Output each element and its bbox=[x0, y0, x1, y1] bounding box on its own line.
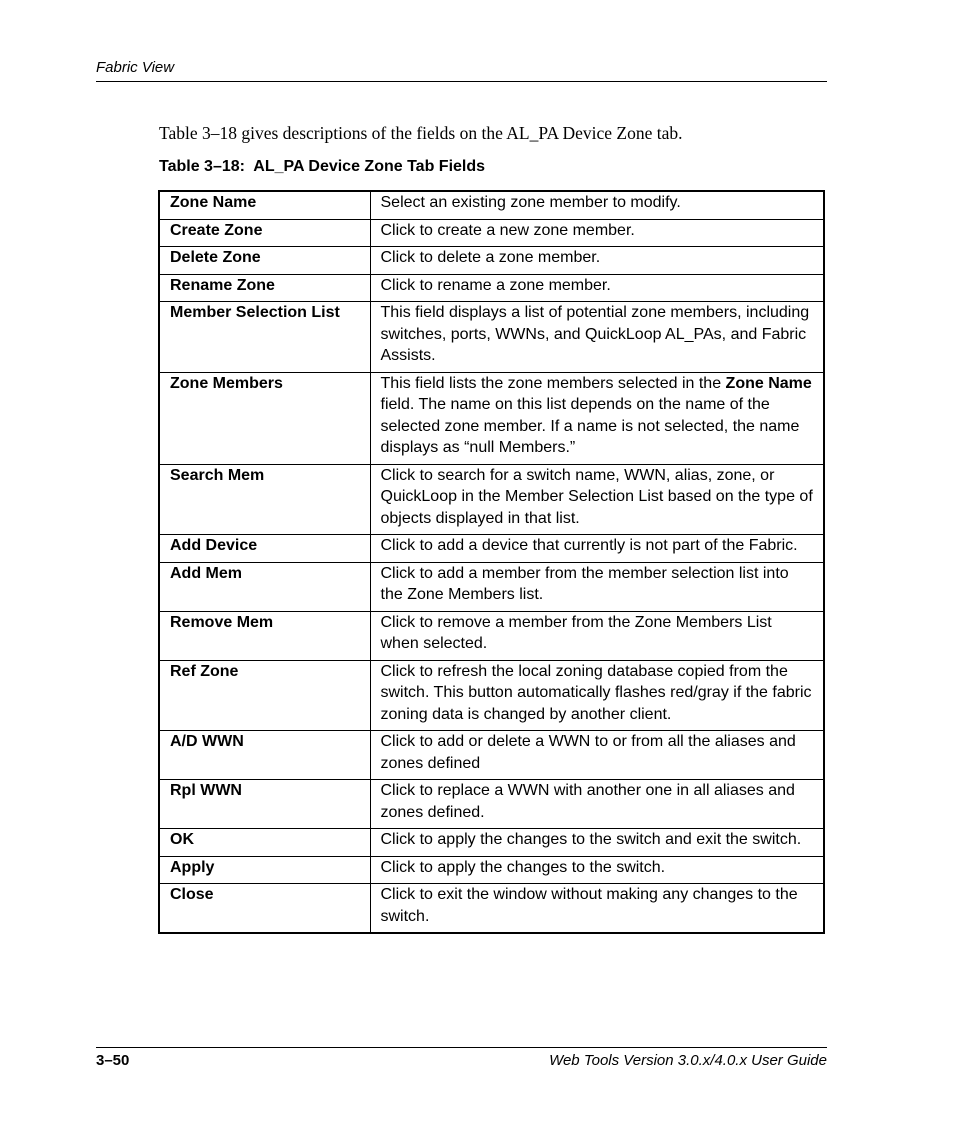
table-row bbox=[159, 302, 824, 373]
table-row bbox=[159, 829, 824, 857]
table-row bbox=[159, 731, 824, 780]
field-description-cell bbox=[370, 274, 824, 302]
description-text: Click to create a new zone member. bbox=[380, 221, 635, 239]
fields-table-body bbox=[159, 191, 824, 933]
field-name-cell: Rpl WWN bbox=[159, 780, 370, 829]
field-name-cell: Create Zone bbox=[159, 219, 370, 247]
field-name-cell: Rename Zone bbox=[159, 274, 370, 302]
field-name-cell: Zone Members bbox=[159, 372, 370, 464]
field-description-cell bbox=[370, 611, 824, 660]
table-row bbox=[159, 372, 824, 464]
field-description-cell bbox=[370, 856, 824, 884]
field-description-cell bbox=[370, 731, 824, 780]
page-number: 3–50 bbox=[96, 1052, 130, 1069]
field-name-cell: Search Mem bbox=[159, 464, 370, 535]
table-row bbox=[159, 535, 824, 563]
description-text: Click to apply the changes to the switch. bbox=[380, 858, 666, 876]
field-description-cell bbox=[370, 884, 824, 934]
bold-term: Zone Name bbox=[725, 374, 812, 392]
field-description-cell bbox=[370, 464, 824, 535]
field-description-cell bbox=[370, 780, 824, 829]
header-divider bbox=[96, 81, 827, 82]
description-text: Click to add a member from the member selection list into the Zone Members list. bbox=[380, 564, 789, 603]
description-text: Click to search for a switch name, WWN, alias, zone, or QuickLoop in the Member Selection List based on the type of objects displayed in that list. bbox=[380, 466, 813, 527]
field-description-cell bbox=[370, 219, 824, 247]
description-text: This field lists the zone members selected in the bbox=[380, 374, 726, 392]
table-row bbox=[159, 884, 824, 934]
table-row bbox=[159, 464, 824, 535]
description-text: field. The name on this list depends on the name of the selected zone member. If a name is not selected, the name displays as “null Members.” bbox=[380, 396, 800, 456]
field-description-cell bbox=[370, 372, 824, 464]
field-name-cell: Zone Name bbox=[159, 191, 370, 219]
table-row bbox=[159, 856, 824, 884]
description-text: Click to refresh the local zoning database copied from the switch. This button automatically flashes red/gray if the fabric zoning data is changed by another client. bbox=[380, 662, 812, 723]
description-text: Click to delete a zone member. bbox=[380, 249, 601, 266]
field-description-cell bbox=[370, 660, 824, 731]
field-description-cell bbox=[370, 535, 824, 563]
description-text: Click to replace a WWN with another one in all aliases and zones defined. bbox=[380, 782, 795, 821]
description-text: Click to apply the changes to the switch and exit the switch. bbox=[380, 831, 802, 848]
field-name-cell: Add Mem bbox=[159, 562, 370, 611]
field-name-cell: Apply bbox=[159, 856, 370, 884]
table-row bbox=[159, 219, 824, 247]
table-row bbox=[159, 247, 824, 275]
table-row bbox=[159, 562, 824, 611]
fields-table bbox=[158, 190, 825, 934]
description-text: Click to exit the window without making any changes to the switch. bbox=[380, 886, 798, 925]
field-description-cell bbox=[370, 829, 824, 857]
field-description-cell bbox=[370, 562, 824, 611]
description-text: Click to add a device that currently is not part of the Fabric. bbox=[380, 537, 798, 554]
intro-paragraph: Table 3–18 gives descriptions of the fields on the AL_PA Device Zone tab. bbox=[159, 123, 683, 143]
table-caption: Table 3–18: AL_PA Device Zone Tab Fields bbox=[159, 158, 486, 175]
table-row bbox=[159, 191, 824, 219]
field-name-cell: OK bbox=[159, 829, 370, 857]
field-name-cell: Remove Mem bbox=[159, 611, 370, 660]
table-row bbox=[159, 660, 824, 731]
description-text: Select an existing zone member to modify. bbox=[380, 194, 681, 211]
table-row bbox=[159, 780, 824, 829]
description-text: Click to add or delete a WWN to or from all the aliases and zones defined bbox=[380, 733, 796, 772]
field-name-cell: Member Selection List bbox=[159, 302, 370, 373]
table-row bbox=[159, 611, 824, 660]
field-name-cell: A/D WWN bbox=[159, 731, 370, 780]
description-text: This field displays a list of potential zone members, including switches, ports, WWNs, and QuickLoop AL_PAs, and Fabric Assists. bbox=[380, 304, 810, 364]
field-name-cell: Delete Zone bbox=[159, 247, 370, 275]
footer-doc-title: Web Tools Version 3.0.x/4.0.x User Guide bbox=[549, 1052, 827, 1069]
description-text: Click to rename a zone member. bbox=[380, 276, 611, 294]
field-name-cell: Add Device bbox=[159, 535, 370, 563]
field-description-cell bbox=[370, 247, 824, 275]
field-name-cell: Ref Zone bbox=[159, 660, 370, 731]
field-description-cell bbox=[370, 191, 824, 219]
field-name-cell: Close bbox=[159, 884, 370, 934]
footer-divider bbox=[96, 1047, 827, 1048]
table-row bbox=[159, 274, 824, 302]
field-description-cell bbox=[370, 302, 824, 373]
description-text: Click to remove a member from the Zone Members List when selected. bbox=[380, 613, 772, 652]
running-header: Fabric View bbox=[96, 59, 175, 76]
